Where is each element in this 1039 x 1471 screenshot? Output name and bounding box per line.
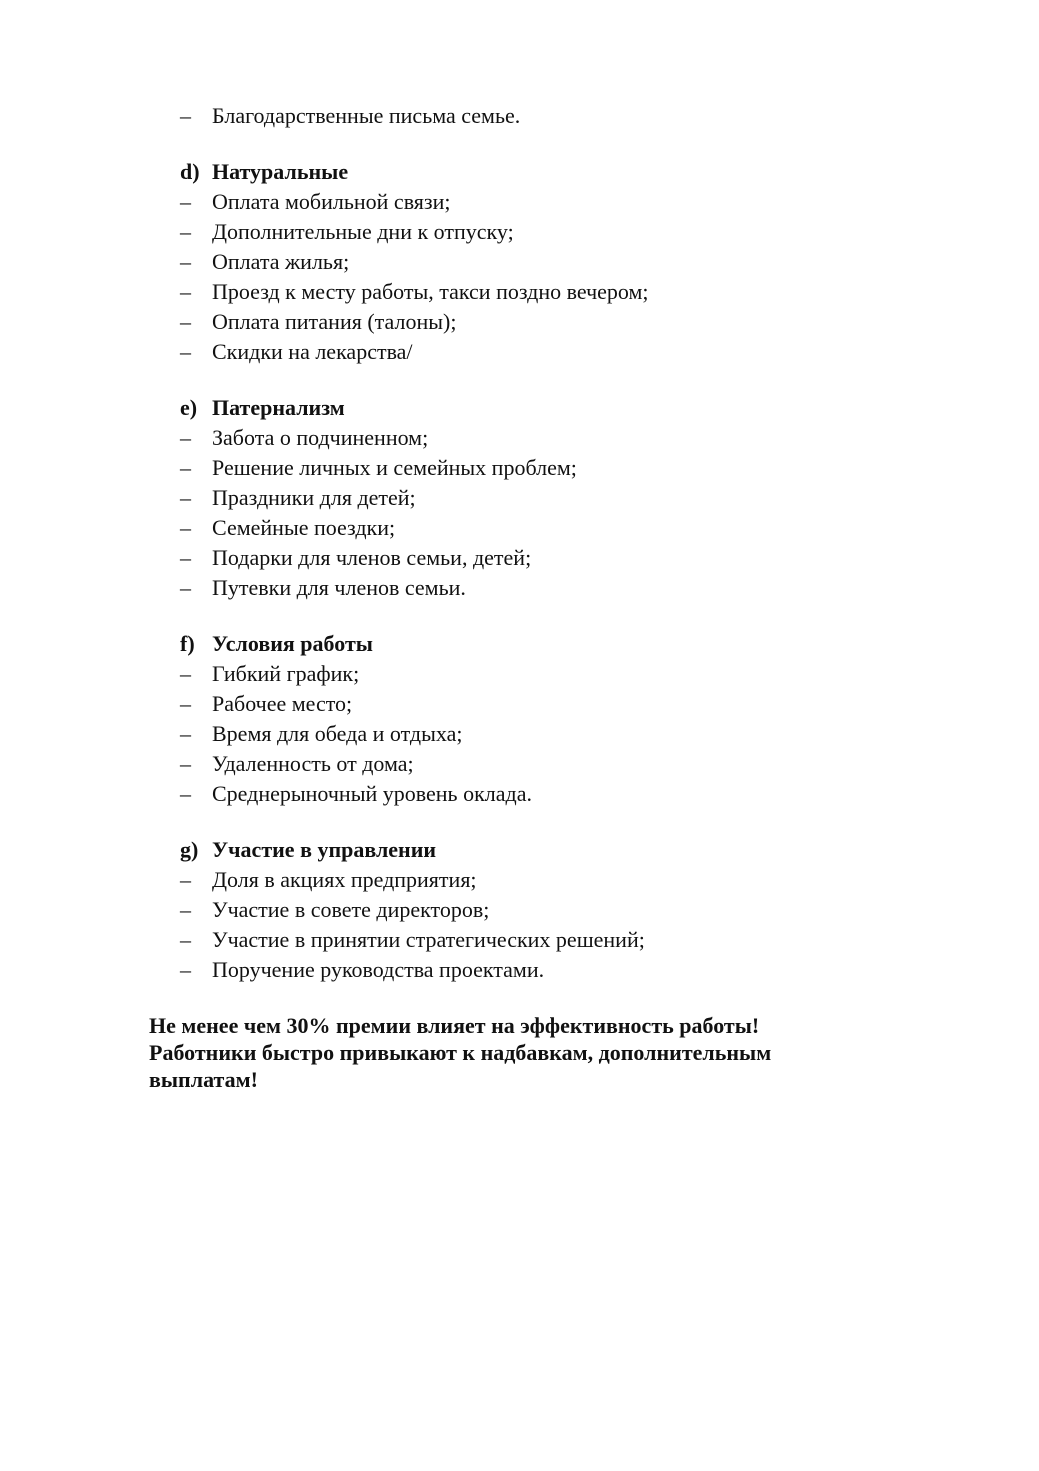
- dash-bullet: –: [180, 867, 191, 892]
- dash-bullet: –: [180, 189, 191, 214]
- list-item-text: Проезд к месту работы, такси поздно вечером;: [212, 279, 649, 304]
- list-item: [180, 217, 940, 247]
- list-item: [180, 719, 940, 749]
- list-item-text: Оплата мобильной связи;: [212, 189, 451, 214]
- section-heading: [180, 393, 940, 423]
- list-item-text: Скидки на лекарства/: [212, 339, 413, 364]
- list-item: [180, 659, 940, 689]
- dash-bullet: –: [180, 661, 191, 686]
- section-marker: g): [180, 837, 199, 862]
- list-item-text: Рабочее место;: [212, 691, 353, 716]
- list-item-text: Удаленность от дома;: [212, 751, 414, 776]
- section-title: Натуральные: [212, 159, 349, 184]
- dash-bullet: –: [180, 515, 191, 540]
- dash-bullet: –: [180, 957, 191, 982]
- section-heading: [180, 157, 940, 187]
- section-e: [180, 393, 940, 603]
- list-item: [180, 689, 940, 719]
- dash-bullet: –: [180, 425, 191, 450]
- note-line: выплатам!: [149, 1067, 258, 1092]
- list-item: [180, 543, 940, 573]
- list-item-text: Гибкий график;: [212, 661, 360, 686]
- dash-bullet: –: [180, 249, 191, 274]
- top-list: [180, 101, 940, 131]
- dash-bullet: –: [180, 279, 191, 304]
- list-item-text: Забота о подчиненном;: [212, 425, 429, 450]
- list-item: [180, 277, 940, 307]
- note-line: Работники быстро привыкают к надбавкам, дополнительным: [149, 1040, 772, 1065]
- list-item-text: Праздники для детей;: [212, 485, 416, 510]
- dash-bullet: –: [180, 545, 191, 570]
- section-heading: [180, 835, 940, 865]
- list-item-text: Поручение руководства проектами.: [212, 957, 545, 982]
- list-item: [180, 247, 940, 277]
- list-item: [180, 779, 940, 809]
- section-heading: [180, 629, 940, 659]
- dash-bullet: –: [180, 751, 191, 776]
- dash-bullet: –: [180, 309, 191, 334]
- list-item-text: Оплата жилья;: [212, 249, 350, 274]
- dash-bullet: –: [180, 691, 191, 716]
- list-item: [180, 573, 940, 603]
- list-item-text: Оплата питания (талоны);: [212, 309, 457, 334]
- closing-note: [149, 1012, 909, 1093]
- note-line: Не менее чем 30% премии влияет на эффективность работы!: [149, 1013, 760, 1038]
- dash-bullet: –: [180, 721, 191, 746]
- section-marker: e): [180, 395, 198, 420]
- section-title: Патернализм: [212, 395, 345, 420]
- list-item: [180, 955, 940, 985]
- section-marker: f): [180, 631, 195, 656]
- list-item: [180, 187, 940, 217]
- list-item: [180, 453, 940, 483]
- list-item-text: Время для обеда и отдыха;: [212, 721, 463, 746]
- list-item: [180, 865, 940, 895]
- list-item-text: Участие в принятии стратегических решений;: [212, 927, 645, 952]
- list-item: [180, 307, 940, 337]
- dash-bullet: –: [180, 485, 191, 510]
- list-item: [180, 749, 940, 779]
- list-item-text: Благодарственные письма семье.: [212, 103, 521, 128]
- list-item-text: Подарки для членов семьи, детей;: [212, 545, 532, 570]
- list-item-text: Путевки для членов семьи.: [212, 575, 466, 600]
- list-item: [180, 925, 940, 955]
- list-item-text: Доля в акциях предприятия;: [212, 867, 477, 892]
- list-item: [180, 895, 940, 925]
- list-item: [180, 483, 940, 513]
- list-item-text: Среднерыночный уровень оклада.: [212, 781, 532, 806]
- list-item-text: Участие в совете директоров;: [212, 897, 490, 922]
- dash-bullet: –: [180, 897, 191, 922]
- list-item: [180, 101, 940, 131]
- section-title: Участие в управлении: [212, 837, 437, 862]
- dash-bullet: –: [180, 339, 191, 364]
- dash-bullet: –: [180, 455, 191, 480]
- list-item: [180, 337, 940, 367]
- list-item-text: Решение личных и семейных проблем;: [212, 455, 577, 480]
- dash-bullet: –: [180, 103, 191, 128]
- section-marker: d): [180, 159, 200, 184]
- list-item: [180, 423, 940, 453]
- list-item: [180, 513, 940, 543]
- section-d: [180, 157, 940, 367]
- section-g: [180, 835, 940, 985]
- dash-bullet: –: [180, 219, 191, 244]
- dash-bullet: –: [180, 927, 191, 952]
- dash-bullet: –: [180, 781, 191, 806]
- list-item-text: Семейные поездки;: [212, 515, 396, 540]
- list-item-text: Дополнительные дни к отпуску;: [212, 219, 514, 244]
- dash-bullet: –: [180, 575, 191, 600]
- section-title: Условия работы: [212, 631, 373, 656]
- section-f: [180, 629, 940, 809]
